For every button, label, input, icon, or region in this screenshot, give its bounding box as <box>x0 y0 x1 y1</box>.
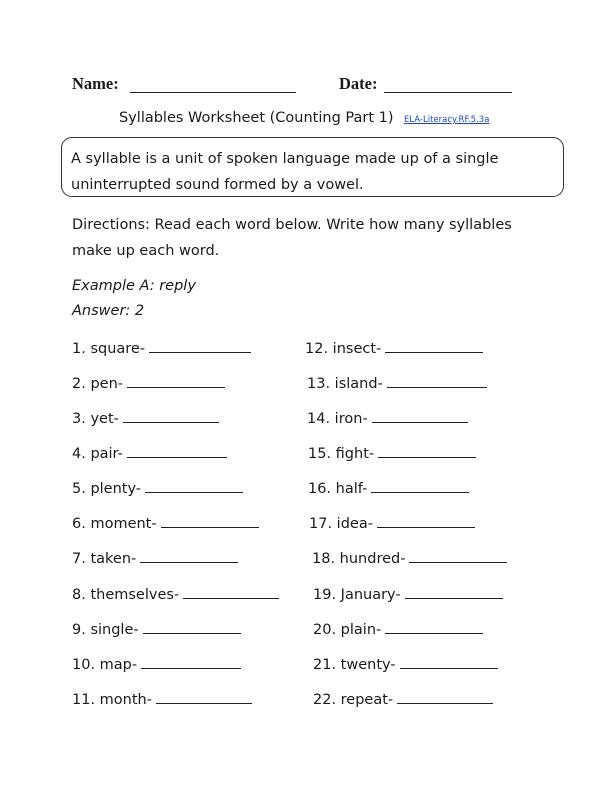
item-word: 14. iron- <box>307 411 368 427</box>
list-item <box>307 408 468 427</box>
item-word: 12. insect- <box>305 341 382 357</box>
item-word: 5. plenty- <box>72 481 142 497</box>
answer-blank[interactable] <box>161 513 259 528</box>
item-word: 3. yet- <box>72 411 119 427</box>
answer-blank[interactable] <box>183 584 279 599</box>
list-item <box>313 689 493 708</box>
list-item <box>72 619 241 638</box>
item-word: 6. moment- <box>72 516 157 532</box>
answer-blank[interactable] <box>405 584 503 599</box>
item-word: 19. January- <box>313 587 401 603</box>
name-blank[interactable] <box>130 76 296 93</box>
item-word: 20. plain- <box>313 622 382 638</box>
answer-blank[interactable] <box>140 548 238 563</box>
list-item <box>308 478 469 497</box>
list-item <box>72 689 252 708</box>
item-word: 22. repeat- <box>313 692 394 708</box>
definition-line-1: A syllable is a unit of spoken language made up of a single <box>71 151 499 167</box>
answer-blank[interactable] <box>143 619 241 634</box>
item-word: 4. pair- <box>72 446 123 462</box>
directions-line-2: make up each word. <box>72 243 220 259</box>
item-word: 15. fight- <box>308 446 375 462</box>
answer-blank[interactable] <box>149 338 251 353</box>
list-item <box>313 619 483 638</box>
item-word: 16. half- <box>308 481 368 497</box>
answer-blank[interactable] <box>123 408 219 423</box>
item-word: 1. square- <box>72 341 146 357</box>
answer-blank[interactable] <box>378 443 476 458</box>
answer-blank[interactable] <box>371 478 469 493</box>
item-word: 21. twenty- <box>313 657 396 673</box>
answer-blank[interactable] <box>127 443 227 458</box>
answer-blank[interactable] <box>141 654 241 669</box>
name-label: Name: <box>72 74 119 93</box>
list-item <box>307 373 487 392</box>
list-item <box>305 338 483 357</box>
answer-blank[interactable] <box>409 548 507 563</box>
answer-blank[interactable] <box>400 654 498 669</box>
directions <box>72 212 542 264</box>
answer-blank[interactable] <box>397 689 493 704</box>
answer-blank[interactable] <box>372 408 468 423</box>
example-block <box>72 274 196 324</box>
answer-blank[interactable] <box>387 373 487 388</box>
item-word: 13. island- <box>307 376 383 392</box>
list-item <box>72 408 219 427</box>
item-word: 8. themselves- <box>72 587 180 603</box>
list-item <box>72 443 227 462</box>
list-item <box>72 548 238 567</box>
list-item <box>312 548 507 567</box>
list-item <box>308 443 476 462</box>
example-answer: Answer: 2 <box>72 303 145 319</box>
answer-blank[interactable] <box>377 513 475 528</box>
item-word: 10. map- <box>72 657 138 673</box>
item-word: 7. taken- <box>72 551 137 567</box>
list-item <box>72 478 243 497</box>
list-item <box>309 513 475 532</box>
item-word: 18. hundred- <box>312 551 406 567</box>
list-item <box>72 338 251 357</box>
item-word: 2. pen- <box>72 376 123 392</box>
definition-line-2: uninterrupted sound formed by a vowel. <box>71 177 364 193</box>
date-blank[interactable] <box>384 76 512 93</box>
list-item <box>72 584 279 603</box>
answer-blank[interactable] <box>385 619 483 634</box>
example-prompt: Example A: reply <box>72 278 196 294</box>
list-item <box>72 654 241 673</box>
answer-blank[interactable] <box>145 478 243 493</box>
worksheet-title: Syllables Worksheet (Counting Part 1) <box>119 110 394 126</box>
answer-blank[interactable] <box>156 689 252 704</box>
item-word: 17. idea- <box>309 516 373 532</box>
item-word: 11. month- <box>72 692 152 708</box>
directions-line-1: Directions: Read each word below. Write how many syllables <box>72 217 512 233</box>
answer-blank[interactable] <box>127 373 225 388</box>
date-label: Date: <box>339 74 378 93</box>
standard-link[interactable]: ELA-Literacy.RF.5.3a <box>404 115 490 125</box>
answer-blank[interactable] <box>385 338 483 353</box>
definition-box <box>61 137 564 197</box>
list-item <box>72 513 259 532</box>
item-word: 9. single- <box>72 622 139 638</box>
list-item <box>313 654 498 673</box>
list-item <box>313 584 503 603</box>
list-item <box>72 373 225 392</box>
